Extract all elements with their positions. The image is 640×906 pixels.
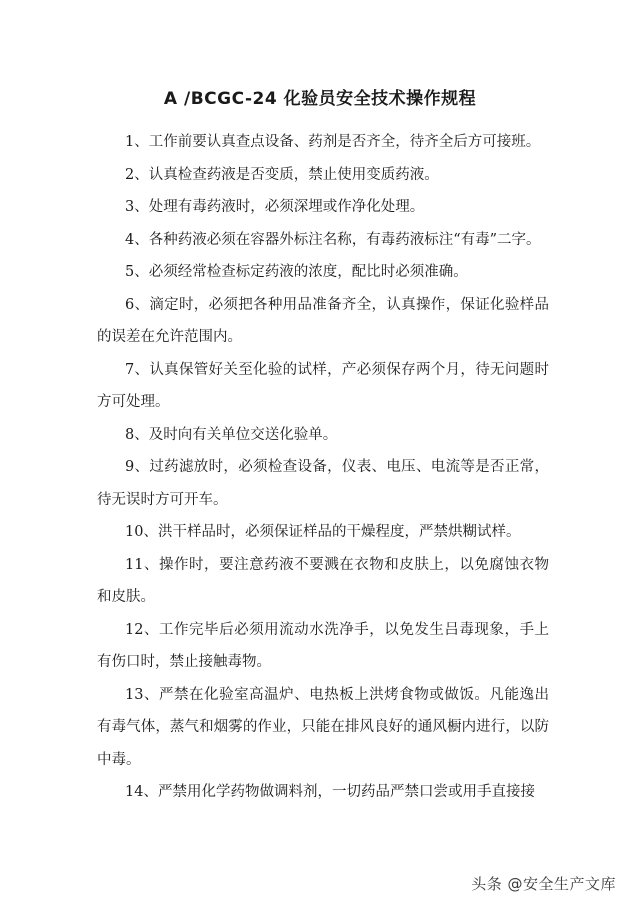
rule-item-10: 10、洪干样品时，必须保证样品的干燥程度，严禁烘糊试样。 (125, 524, 521, 540)
rule-item-7: 7、认真保管好关至化验的试样，产必须保存两个月，待无问题时方可处理。 (97, 361, 549, 410)
rule-item-1: 1、工作前要认真查点设备、药剂是否齐全，待齐全后方可接班。 (125, 134, 541, 150)
rule-item-3: 3、处理有毒药液时，必须深埋或作净化处理。 (125, 199, 425, 215)
rule-item-5: 5、必须经常检查标定药液的浓度，配比时必须准确。 (125, 264, 468, 280)
rule-list (97, 126, 549, 809)
rule-item-11: 11、操作时，要注意药液不要溅在衣物和皮肤上，以免腐蚀衣物和皮肤。 (97, 556, 549, 605)
document-title: A /BCGC-24 化验员安全技术操作规程 (163, 89, 477, 109)
rule-item-2: 2、认真检查药液是否变质，禁止使用变质药液。 (125, 166, 439, 183)
rule-item-12: 12、工作完毕后必须用流动水洗净手，以免发生吕毒现象，手上有伤口时，禁止接触毒物。 (97, 621, 549, 670)
rule-item-13: 13、严禁在化验室高温炉、电热板上洪烤食物或做饭。凡能逸出有毒气体，蒸气和烟雾的作业，只能在排风良好的通风橱内进行，以防中毒。 (97, 686, 549, 768)
rule-item-4: 4、各种药液必须在容器外标注名称，有毒药液标注“有毒”二字。 (125, 231, 541, 248)
source-watermark: 头条 @安全生产文库 (471, 875, 616, 893)
rule-item-6: 6、滴定时，必须把各种用品准备齐全，认真操作，保证化验样品的误差在允许范围内。 (97, 296, 549, 345)
rule-item-9: 9、过药滤放时，必须检查设备，仪表、电压、电流等是否正常，待无误时方可开车。 (97, 459, 549, 508)
rule-item-8: 8、及时向有关单位交送化验单。 (125, 426, 338, 443)
rule-item-14: 14、严禁用化学药物做调料剂，一切药品严禁口尝或用手直接接 (125, 784, 535, 800)
